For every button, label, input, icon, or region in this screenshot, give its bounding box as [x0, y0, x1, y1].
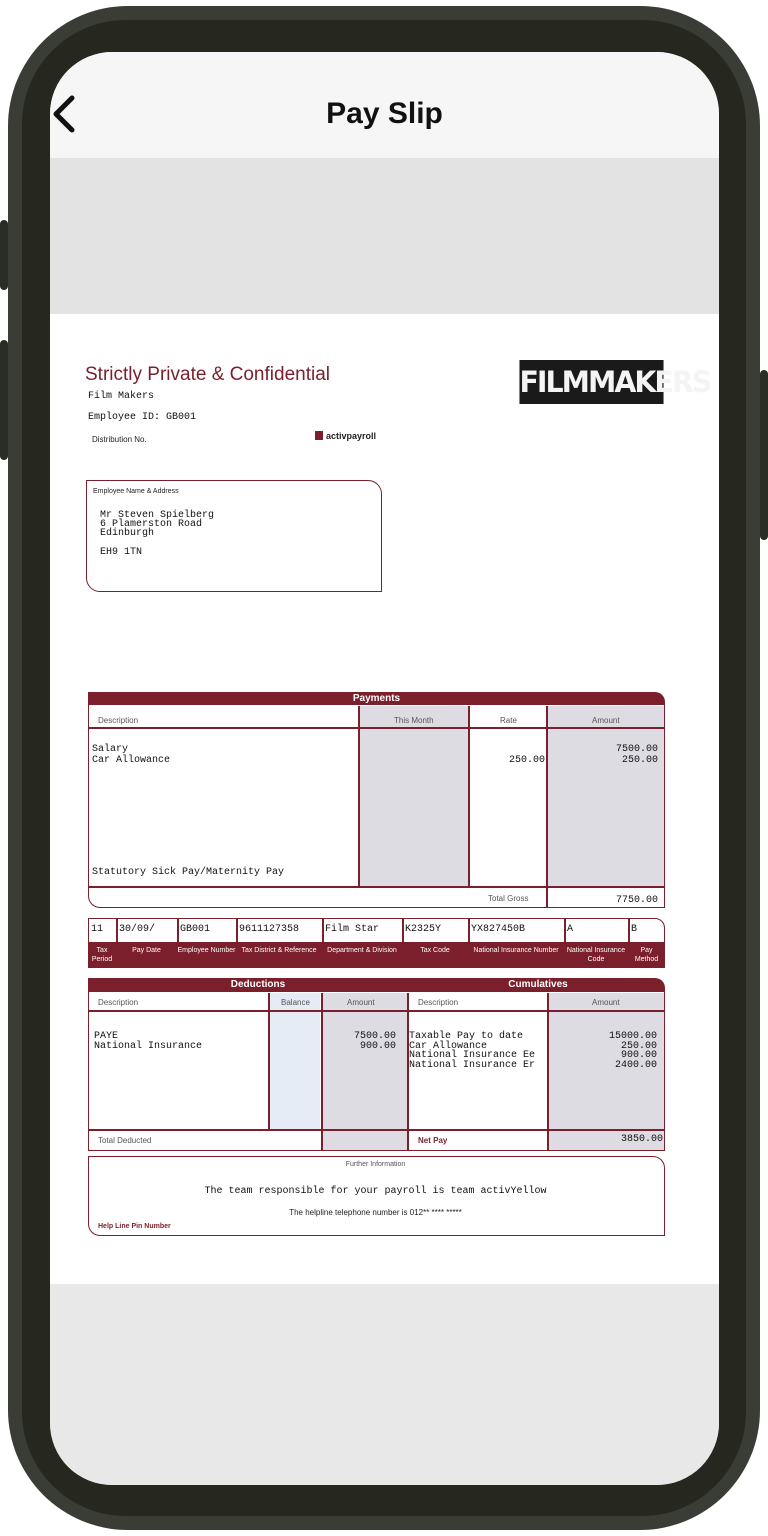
total-gross-label: Total Gross [488, 894, 529, 903]
payments-divider [358, 706, 360, 887]
deductions-header-rule [88, 1010, 665, 1012]
net-pay-label: Net Pay [418, 1136, 448, 1145]
filmmakers-logo: FILMMAKERS [518, 360, 665, 404]
info-label: Pay Date [116, 942, 177, 968]
distribution-label: Distribution No. [92, 435, 147, 444]
address-line-1: Mr Steven Spielberg [100, 510, 215, 521]
payment-rate: 250.00 [508, 755, 545, 766]
net-pay-value: 3850.00 [620, 1134, 663, 1145]
deduction-description: National Insurance [94, 1041, 203, 1052]
payments-divider [546, 706, 548, 908]
info-divider [564, 919, 566, 942]
activpayroll-logo: activpayroll [315, 431, 376, 441]
cumulative-amount: 15000.00 [608, 1031, 657, 1042]
confidential-heading: Strictly Private & Confidential [85, 364, 330, 385]
payments-col-description: Description [98, 716, 139, 725]
payments-footer-rule [88, 886, 665, 888]
deductions-divider [407, 993, 409, 1151]
info-divider [628, 919, 630, 942]
info-value: Film Star [325, 924, 380, 935]
payment-amount: 250.00 [621, 755, 658, 766]
info-value: K2325Y [405, 924, 442, 935]
cumulative-description: Taxable Pay to date [409, 1031, 524, 1042]
address-label: Employee Name & Address [93, 488, 179, 495]
deductions-divider [268, 993, 270, 1130]
statutory-line: Statutory Sick Pay/Maternity Pay [92, 867, 285, 878]
deductions-col-balance: Balance [281, 998, 310, 1007]
deductions-col-amount: Amount [347, 998, 375, 1007]
deductions-divider [547, 993, 549, 1151]
info-value: A [567, 924, 574, 935]
info-divider [402, 919, 404, 942]
address-line-3: Edinburgh [100, 528, 155, 539]
cumulatives-col-description: Description [418, 998, 459, 1007]
balance-column [269, 993, 320, 1129]
deductions-col-description: Description [98, 998, 139, 1007]
info-value: 30/09/ [119, 924, 156, 935]
info-value: B [631, 924, 638, 935]
cumulative-description: National Insurance Er [409, 1059, 536, 1071]
phone-screen [50, 52, 719, 1485]
cumulative-amount: 2400.00 [614, 1059, 657, 1071]
company-name: Film Makers [88, 391, 155, 402]
address-line-4: EH9 1TN [100, 547, 143, 558]
info-label: Tax Period [88, 942, 116, 968]
payment-description: Salary [92, 744, 129, 755]
cumulative-amount: 900.00 [620, 1050, 657, 1061]
deduction-amount: 7500.00 [353, 1031, 396, 1042]
info-label: Department & Division [322, 942, 402, 968]
info-value: 11 [91, 924, 104, 935]
info-divider [236, 919, 238, 942]
payments-col-this-month: This Month [394, 716, 434, 725]
further-info-line-1: The team responsible for your payroll is team activYellow [204, 1186, 547, 1197]
info-label: Tax District & Reference [236, 942, 322, 968]
info-divider [322, 919, 324, 942]
deductions-header: Deductions [230, 979, 286, 990]
info-divider [468, 919, 470, 942]
cumulative-amount-column [549, 993, 664, 1150]
cumulative-amount: 250.00 [620, 1040, 657, 1052]
volume-up-button [0, 220, 8, 290]
amount-column [547, 706, 664, 886]
top-spacer [50, 158, 719, 314]
address-line-2: 6 Plamerston Road [100, 519, 203, 530]
cumulative-description: Car Allowance [409, 1040, 488, 1052]
payments-header-rule [88, 727, 665, 729]
payment-amount: 7500.00 [615, 744, 658, 755]
payments-col-rate: Rate [500, 716, 517, 725]
bottom-spacer [50, 1284, 719, 1485]
volume-down-button [0, 340, 8, 460]
info-label: Tax Code [402, 942, 468, 968]
info-label: Employee Number [177, 942, 236, 968]
payslip-document [50, 314, 719, 1284]
employee-id: Employee ID: GB001 [88, 412, 197, 423]
payments-col-amount: Amount [592, 716, 620, 725]
total-deducted-label: Total Deducted [98, 1136, 152, 1145]
app-bar [50, 52, 719, 158]
info-value: GB001 [180, 924, 211, 935]
info-value: YX827450B [471, 924, 526, 935]
cumulatives-header: Cumulatives [508, 979, 568, 990]
total-gross-value: 7750.00 [615, 895, 658, 906]
helpline-pin-label: Help Line Pin Number [98, 1223, 171, 1230]
further-info-label: Further Information [345, 1161, 406, 1168]
further-info-line-2: The helpline telephone number is 012** **** ***** [289, 1208, 462, 1217]
info-label: National Insurance Code [564, 942, 628, 968]
this-month-column [359, 706, 469, 886]
page-title: Pay Slip [326, 97, 443, 130]
power-button [760, 370, 768, 540]
payments-divider [468, 706, 470, 887]
deduction-amount: 900.00 [359, 1041, 396, 1052]
info-divider [116, 919, 118, 942]
deduction-description: PAYE [94, 1031, 119, 1042]
cumulatives-col-amount: Amount [592, 998, 620, 1007]
deductions-divider [321, 993, 323, 1151]
info-label: National Insurance Number [468, 942, 564, 968]
deductions-footer-rule [88, 1129, 665, 1131]
info-divider [177, 919, 179, 942]
info-value: 9611127358 [239, 924, 300, 935]
payments-header: Payments [88, 692, 665, 705]
deduction-amount-column [322, 993, 407, 1150]
cumulative-description: National Insurance Ee [409, 1050, 536, 1061]
payment-description: Car Allowance [92, 755, 171, 766]
info-label: Pay Method [628, 942, 665, 968]
